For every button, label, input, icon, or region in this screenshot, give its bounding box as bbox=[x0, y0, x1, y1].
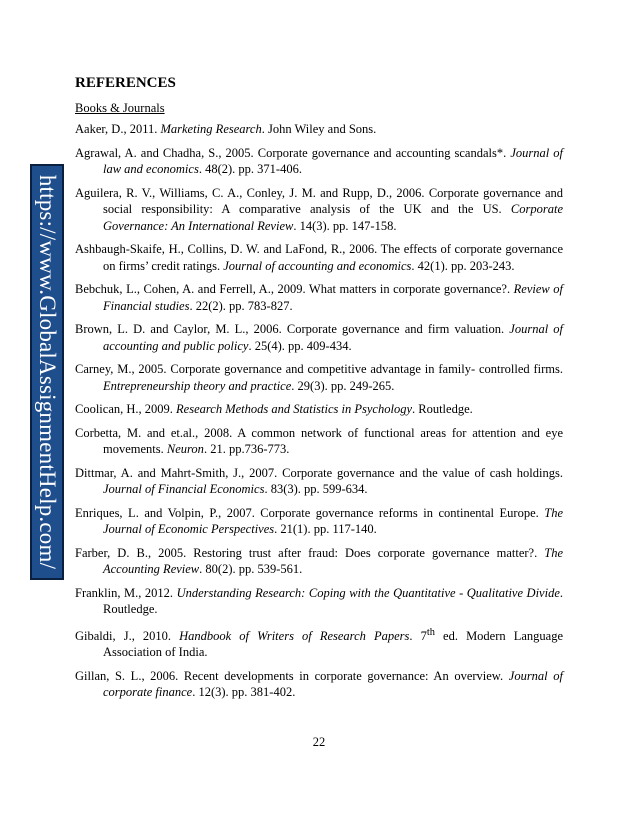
reference-before: Coolican, H., 2009. bbox=[75, 402, 177, 416]
reference-italic: Understanding Research: Coping with the Quantitative - Qualitative Divide bbox=[176, 585, 560, 600]
page-title: REFERENCES bbox=[75, 75, 176, 91]
watermark-url-text: https://www.GlobalAssignmentHelp.com/ bbox=[35, 174, 60, 570]
reference-after2: ed. Modern Language Association of India. bbox=[103, 628, 564, 660]
reference-before: Enriques, L. and Volpin, P., 2007. Corporate governance reforms in continental Europe. bbox=[75, 505, 545, 520]
page-number: 22 bbox=[312, 735, 326, 749]
reference-italic: Journal of accounting and economics bbox=[223, 258, 412, 273]
reference-before: Agrawal, A. and Chadha, S., 2005. Corporate governance and accounting scandals*. bbox=[75, 145, 511, 160]
reference-entry bbox=[75, 545, 563, 578]
reference-italic: Journal of Financial Economics bbox=[103, 482, 265, 496]
reference-after: . 7 bbox=[409, 628, 427, 643]
reference-italic: Handbook of Writers of Research Papers bbox=[179, 628, 410, 643]
reference-after: . 83(3). pp. 599-634. bbox=[264, 482, 368, 496]
reference-before: Carney, M., 2005. Corporate governance and competitive advantage in family- controlled firms. bbox=[75, 362, 563, 376]
reference-italic: Journal of corporate finance bbox=[103, 668, 563, 700]
reference-before: Farber, D. B., 2005. Restoring trust after fraud: Does corporate governance matter?. bbox=[75, 545, 545, 560]
reference-before: Dittmar, A. and Mahrt-Smith, J., 2007. Corporate governance and the value of cash holdings. bbox=[75, 465, 563, 480]
reference-before: Bebchuk, L., Cohen, A. and Ferrell, A., 2009. What matters in corporate governance?. bbox=[75, 282, 514, 296]
reference-after: . 29(3). pp. 249-265. bbox=[291, 378, 395, 393]
watermark-banner bbox=[30, 164, 64, 580]
reference-entry bbox=[75, 668, 563, 701]
reference-italic: The Journal of Economic Perspectives bbox=[103, 505, 563, 536]
reference-before: Gibaldi, J., 2010. bbox=[75, 628, 180, 643]
reference-entry bbox=[75, 281, 563, 314]
reference-before: Gillan, S. L., 2006. Recent developments in corporate governance: An overview. bbox=[75, 668, 509, 683]
reference-entry bbox=[75, 465, 563, 498]
reference-before: Ashbaugh-Skaife, H., Collins, D. W. and LaFond, R., 2006. The effects of corporate governance on firms’ credit ratings. bbox=[75, 242, 563, 273]
reference-before: Aguilera, R. V., Williams, C. A., Conley, J. M. and Rupp, D., 2006. Corporate governance and social responsibility: A comparative analysis of the UK and the US. bbox=[75, 185, 563, 216]
reference-entry bbox=[75, 321, 563, 354]
section-label: Books & Journals bbox=[75, 101, 165, 115]
reference-italic: Journal of law and economics bbox=[103, 145, 563, 176]
reference-entry bbox=[75, 401, 563, 418]
reference-after: . 42(1). pp. 203-243. bbox=[411, 258, 515, 273]
reference-italic: The Accounting Review bbox=[103, 545, 563, 576]
reference-entry bbox=[75, 241, 563, 274]
reference-italic: Neuron bbox=[166, 442, 204, 456]
reference-entry bbox=[75, 361, 563, 394]
reference-after: . 21. pp.736-773. bbox=[203, 442, 290, 456]
reference-after: . 14(3). pp. 147-158. bbox=[293, 218, 397, 233]
reference-entry bbox=[75, 145, 563, 178]
reference-italic: Corporate Governance: An International Review bbox=[103, 202, 563, 233]
reference-after: . 48(2). pp. 371-406. bbox=[198, 162, 302, 176]
reference-before: Brown, L. D. and Caylor, M. L., 2006. Corporate governance and firm valuation. bbox=[75, 322, 510, 336]
reference-italic: Marketing Research bbox=[160, 122, 262, 136]
reference-after: . Routledge. bbox=[412, 402, 473, 416]
reference-entry bbox=[75, 625, 563, 661]
reference-italic: Review of Financial studies bbox=[103, 282, 563, 313]
reference-before: Aaker, D., 2011. bbox=[75, 122, 161, 136]
reference-after: . 80(2). pp. 539-561. bbox=[199, 562, 303, 576]
reference-entry bbox=[75, 425, 563, 458]
reference-after: . 21(1). pp. 117-140. bbox=[274, 522, 377, 536]
reference-before: Franklin, M., 2012. bbox=[75, 585, 177, 600]
reference-italic: Entrepreneurship theory and practice bbox=[103, 378, 292, 393]
reference-after: . Routledge. bbox=[103, 585, 563, 616]
reference-list bbox=[75, 121, 563, 708]
reference-entry bbox=[75, 505, 563, 538]
reference-italic: Research Methods and Statistics in Psychology bbox=[176, 402, 412, 416]
reference-entry bbox=[75, 185, 563, 235]
reference-after: . John Wiley and Sons. bbox=[261, 122, 377, 136]
reference-after: . 22(2). pp. 783-827. bbox=[189, 298, 293, 313]
reference-after: . 25(4). pp. 409-434. bbox=[248, 338, 352, 353]
reference-entry bbox=[75, 585, 563, 618]
reference-entry bbox=[75, 121, 563, 138]
reference-sup: th bbox=[426, 626, 435, 638]
reference-after: . 12(3). pp. 381-402. bbox=[192, 685, 296, 700]
reference-before: Corbetta, M. and et.al., 2008. A common network of functional areas for attention and eye movements. bbox=[75, 425, 563, 456]
reference-italic: Journal of accounting and public policy bbox=[103, 322, 564, 353]
